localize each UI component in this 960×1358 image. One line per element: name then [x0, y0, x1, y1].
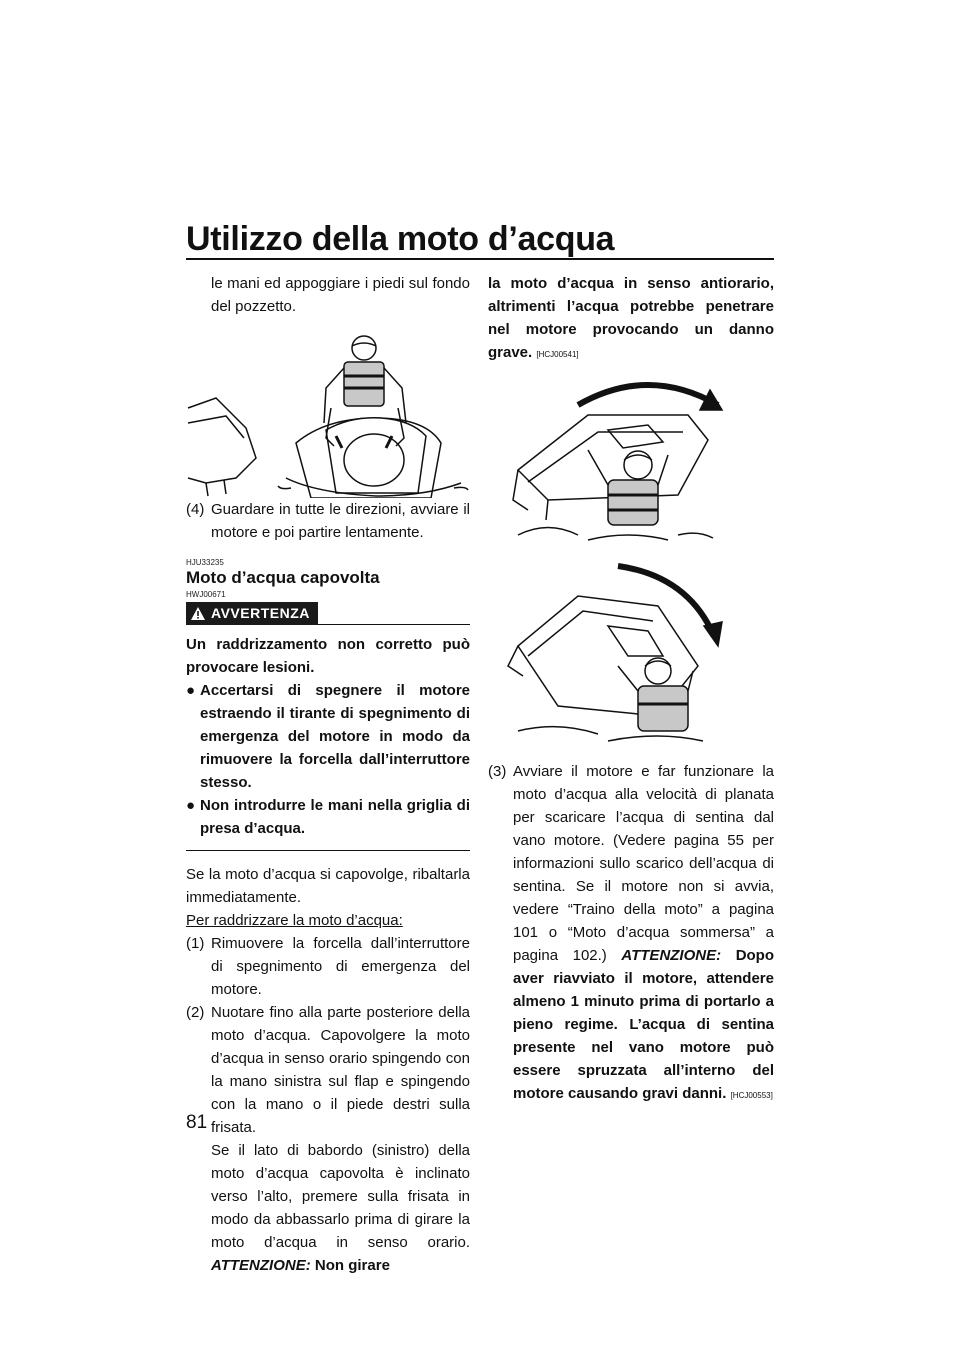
step-3: (3) Avviare il motore e far funzionare la moto d’acqua alla velocità di planata per scaricare l’acqua di sentina dal vano motore. (Vedere pagina 55 per informazioni sullo scarico dell’acqua di sentina. Se il motore non si avvia, vedere “Traino della moto” a pagina 101 o “Moto d’acqua sommersa” a pagina 102.) ATTENZIONE: Dopo aver riavviato il motore, attendere almeno 1 minuto prima di portarlo a pieno regime. L’acqua di sentina presente nel vano motore può essere spruzzata all’interno del motore causando gravi danni. [HCJ00553]	[488, 763, 775, 1102]
section-code: HJU33235	[186, 558, 224, 567]
page-title: Utilizzo della moto d’acqua	[186, 220, 615, 258]
righting-illustration-2	[488, 556, 774, 756]
section-title: Moto d’acqua capovolta	[186, 568, 380, 587]
caution-continuation: la moto d’acqua in senso antiorario, altrimenti l’acqua potrebbe penetrare nel motore provocando un danno grave. [HCJ00541]	[488, 275, 774, 361]
warning-badge: AVVERTENZA	[186, 602, 318, 625]
left-column	[186, 272, 470, 1277]
rider-boarding-drawing	[186, 318, 470, 498]
warning-intro: Un raddrizzamento non corretto può provocare lesioni.	[186, 636, 470, 676]
step-2: (2) Nuotare fino alla parte posteriore della moto d’acqua. Capovolgere la moto d’acqua in senso orario spingendo con la mano sinistra sul flap e spingendo con la mano o il piede destri sulla frisata. Se il lato di babordo (sinistro) della moto d’acqua capovolta è inclinato verso l’alto, premere sulla frisata in modo da abbassarlo prima di girare la moto d’acqua in senso orario. ATTENZIONE: Non girare	[186, 1004, 470, 1274]
warning-code: HWJ00671	[186, 590, 226, 599]
continuation-text: le mani ed appoggiare i piedi sul fondo del pozzetto.	[211, 275, 470, 315]
title-rule	[186, 258, 774, 260]
righting-drawing-1	[488, 370, 774, 550]
righting-drawing-2	[488, 556, 774, 756]
capsize-paragraph: Se la moto d’acqua si capovolge, ribaltarla immediatamente.	[186, 866, 470, 906]
step-1: (1) Rimuovere la forcella dall’interruttore di spegnimento di emergenza del motore.	[186, 935, 470, 998]
caution-label: ATTENZIONE:	[621, 947, 722, 964]
step-4: (4) Guardare in tutte le direzioni, avviare il motore e poi partire lentamente.	[186, 501, 470, 541]
right-column	[488, 272, 774, 1107]
warning-triangle-icon	[190, 606, 206, 621]
warning-bullet-2: ● Non introdurre le mani nella griglia di presa d’acqua.	[186, 797, 470, 837]
howto-heading: Per raddrizzare la moto d’acqua:	[186, 912, 403, 929]
warning-box	[186, 602, 470, 851]
boarding-illustration	[186, 318, 470, 498]
righting-illustration-1	[488, 370, 774, 550]
caution-label: ATTENZIONE:	[211, 1257, 311, 1274]
page-number: 81	[186, 1112, 208, 1133]
warning-bullet-1: ● Accertarsi di spegnere il motore estraendo il tirante di spegnimento di emergenza del motore in modo da rimuovere la forcella dall’interruttore stesso.	[186, 682, 470, 791]
